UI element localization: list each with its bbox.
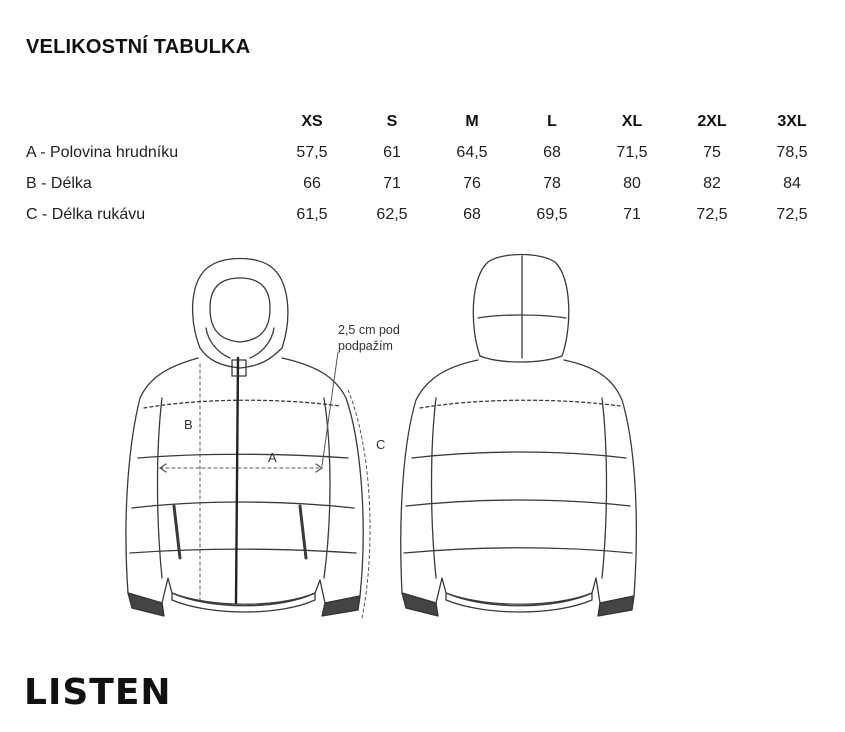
- jacket-front-drawing: [126, 259, 370, 619]
- table-cell: 72,5: [776, 205, 808, 223]
- jacket-illustration: [110, 248, 670, 628]
- table-cell: 66: [303, 174, 321, 192]
- size-header-row: [26, 106, 832, 137]
- table-row-chest: [26, 137, 832, 168]
- table-cell: 68: [463, 205, 481, 223]
- table-cell: 72,5: [696, 205, 728, 223]
- table-cell: 75: [703, 143, 721, 161]
- table-cell: 84: [783, 174, 801, 192]
- table-cell: 68: [543, 143, 561, 161]
- size-header-xl: XL: [621, 112, 643, 130]
- table-cell: 71,5: [616, 143, 648, 161]
- row-label: C - Délka rukávu: [26, 205, 146, 223]
- size-header-xs: XS: [301, 112, 323, 130]
- table-cell: 61,5: [296, 205, 328, 223]
- page-title: VELIKOSTNÍ TABULKA: [26, 36, 251, 58]
- dimension-label-a: A: [268, 450, 277, 465]
- table-cell: 64,5: [456, 143, 488, 161]
- dimension-label-b: B: [184, 417, 193, 432]
- dimension-label-c: C: [376, 437, 386, 452]
- table-cell: 71: [383, 174, 401, 192]
- size-header-2xl: 2XL: [697, 112, 727, 130]
- table-cell: 71: [623, 205, 641, 223]
- header-spacer: [26, 106, 272, 137]
- size-header-m: M: [465, 112, 479, 130]
- table-cell: 80: [623, 174, 641, 192]
- size-table: [26, 106, 832, 230]
- table-cell: 62,5: [376, 205, 408, 223]
- table-cell: 76: [463, 174, 481, 192]
- table-row-sleeve: [26, 199, 832, 230]
- table-cell: 78,5: [776, 143, 808, 161]
- jacket-back-drawing: [401, 255, 637, 617]
- table-row-length: [26, 168, 832, 199]
- size-header-s: S: [386, 112, 398, 130]
- table-cell: 82: [703, 174, 721, 192]
- table-cell: 69,5: [536, 205, 568, 223]
- row-label: B - Délka: [26, 174, 92, 192]
- measurement-note: 2,5 cm pod podpažím: [338, 323, 400, 353]
- size-header-3xl: 3XL: [777, 112, 807, 130]
- table-cell: 61: [383, 143, 401, 161]
- size-header-l: L: [547, 112, 557, 130]
- row-label: A - Polovina hrudníku: [26, 143, 179, 161]
- brand-logo: LISTEN: [24, 672, 172, 713]
- table-cell: 78: [543, 174, 561, 192]
- table-cell: 57,5: [296, 143, 328, 161]
